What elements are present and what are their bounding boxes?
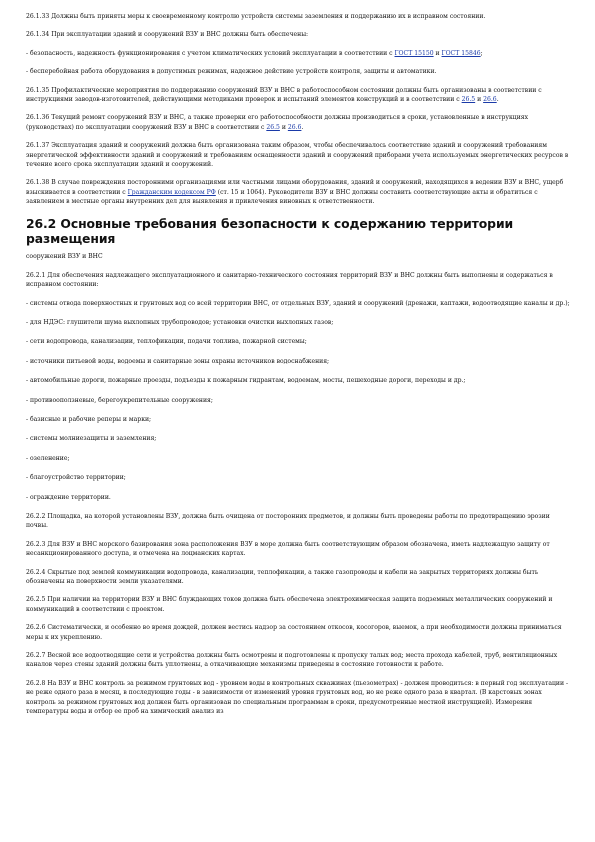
list-item: - благоустройство территории; [26,474,126,482]
paragraph-26-1-38-end: (ст. 15 и 1064). Руководители ВЗУ и ВНС должны составить соответствующие акты и обратиться с заявлением в местные органы внутренних дел для выявления и привлечения виновных к ответственности. [26,188,538,206]
list-item: - базисные и рабочие реперы и марки; [26,415,152,423]
list-item: - системы молниезащиты и заземления; [26,435,157,443]
paragraph-26-1-35-and: и [475,96,484,104]
paragraph-26-2-1: 26.2.1 Для обеспечения надлежащего эксплуатационного и санитарно-технического состояния территорий ВЗУ и ВНС должны быть выполнены и содержаться в исправном состоянии: [26,271,553,289]
bullet-safety [26,49,570,58]
paragraph-26-1-36-end: . [301,123,304,131]
paragraph-26-1-35-text: 26.1.35 Профилактические мероприятия по поддержанию сооружений ВЗУ и ВНС в работоспособном состоянии должны быть организованы в соответствии с инструкциями заводов-изготовителей, действующими методиками проверок и испытаний элементов конструкций и в соответствии с [26,86,542,104]
paragraph-26-1-37: 26.1.37 Эксплуатация зданий и сооружений должна быть организована таким образом, чтобы обеспечивалось соответствие зданий и сооружений требованиям энергетической эффективности зданий и сооружений и требованиям оснащенности зданий и сооружений приборами учета используемых энергетических ресурсов в течение всего срока эксплуатации зданий и сооружений. [26,142,569,169]
list-item: - озеленение; [26,454,70,462]
paragraph-26-2-6: 26.2.6 Систематически, и особенно во время дождей, должен вестись надзор за состоянием откосов, косогоров, выемок, а при необходимости должны приниматься меры к их укреплению. [26,624,562,641]
link-26-6-a[interactable]: 26.6 [483,96,497,104]
list-item: - ограждение территории. [26,493,111,501]
paragraph-26-1-38-text: 26.1.38 В случае повреждения посторонними организациями или частными лицами оборудования, зданий и сооружений, находящихся в ведении ВЗУ и ВНС, ущерб взыскивается в соответствии с [26,179,564,196]
paragraph-26-2-8: 26.2.8 На ВЗУ и ВНС контроль за режимом грунтовых вод - уровнем воды в контрольных скважинах (пьезометрах) - должен проводиться: в первый год эксплуатации - не реже одного раза в месяц, в последующие годы - в зависимости от изменений уровня грунтовых вод, но не реже одного раза в квартал. (В карстовых зонах контроль за режимом грунтовых вод должен быть организован по специальным программам в сроки, предусмотренные местной инструкцией). Измерения температуры воды и отбор ее проб на химический анализ из [26,679,569,716]
paragraph-26-1-35-end: . [496,96,499,104]
list-item: - для НДЭС: глушители шума выхлопных трубопроводов; установки очистки выхлопных газов; [26,318,334,326]
paragraph-26-1-36 [26,113,570,132]
paragraph-26-2-2: 26.2.2 Площадка, на которой установлены ВЗУ, должна быть очищена от посторонних предметов, и должны быть проведены работы по предотвращению эрозии почвы. [26,512,550,530]
paragraph-26-1-34: 26.1.34 При эксплуатации зданий и сооружений ВЗУ и ВНС должны быть обеспечены: [26,31,309,39]
paragraph-26-2-4: 26.2.4 Скрытые под землей коммуникации водопровода, канализации, теплофикации, а также газопроводы и кабели на закрытых территориях должны быть обозначены на поверхности земли указателями. [26,568,539,585]
section-heading-26-2: 26.2 Основные требования безопасности к содержанию территории размещения [26,215,514,246]
bullet-safety-and: и [433,49,442,57]
list-item: - автомобильные дороги, пожарные проезды, подъезды к пожарным гидрантам, водоемам, мосты, пешеходные дороги, переходы и др.; [26,377,466,385]
link-26-5-b[interactable]: 26.5 [266,123,280,131]
link-gost-15846[interactable]: ГОСТ 15846 [441,49,481,57]
link-civil-code[interactable]: Гражданским кодексом РФ [127,188,216,196]
paragraph-26-2-5: 26.2.5 При наличии на территории ВЗУ и ВНС блуждающих токов должна быть обеспечена электрохимическая защита подземных металлических сооружений и коммуникаций в соответствии с проектом. [26,596,553,613]
paragraph-26-1-36-and: и [279,123,288,131]
paragraph-26-1-36-text: 26.1.36 Текущий ремонт сооружений ВЗУ и ВНС, а также проверки его работоспособности должны производиться в сроки, установленные в инструкциях (руководствах) по эксплуатации сооружений ВЗУ и ВНС в соответствии с [26,114,529,131]
link-gost-15150[interactable]: ГОСТ 15150 [394,49,434,57]
list-item: - сети водопровода, канализации, теплофикации, подачи топлива, пожарной системы; [26,338,307,346]
link-26-5-a[interactable]: 26.5 [461,96,476,104]
paragraph-26-1-33: 26.1.33 Должны быть приняты меры к своевременному контролю устройств системы заземления и поддержанию их в исправном состоянии. [26,13,486,20]
link-26-6-b[interactable]: 26.6 [287,123,302,131]
bullet-uninterrupted: - бесперебойная работа оборудования в допустимых режимах, надежное действие устройств контроля, защиты и автоматики. [26,68,437,76]
paragraph-26-1-38 [26,178,570,206]
list-item: - источники питьевой воды, водоемы и санитарные зоны охраны источников водоснабжения; [26,357,330,365]
bullet-safety-end: ; [480,49,483,57]
bullet-safety-text: - безопасность, надежность функционирования с учетом климатических условий эксплуатации в соответствии с [26,49,395,57]
paragraph-26-1-35 [26,86,570,105]
paragraph-26-2-3: 26.2.3 Для ВЗУ и ВНС морского базирования зона расположения ВЗУ в море должна быть соответствующим образом обозначена, иметь надлежащую защиту от несанкционированного доступа, и отмечена на лоцманских картах. [26,540,550,558]
list-item: - противооползневые, берегоукрепительные сооружения; [26,396,213,404]
paragraph-26-2-7: 26.2.7 Весной все водоотводящие сети и устройства должны быть осмотрены и подготовлены к пропуску талых вод; места прохода кабелей, труб, вентиляционных каналов через стены зданий должны быть уплотнены, а откачивающие механизмы приведены в состояние готовности к работе. [26,652,558,669]
section-subheading: сооружений ВЗУ и ВНС [26,252,103,260]
document-page [26,12,570,725]
list-item: - системы отвода поверхностных и грунтовых вод со всей территории ВНС, от отдельных ВЗУ, зданий и сооружений (дренажи, каптажи, водоотводящие каналы и др.); [26,299,570,307]
